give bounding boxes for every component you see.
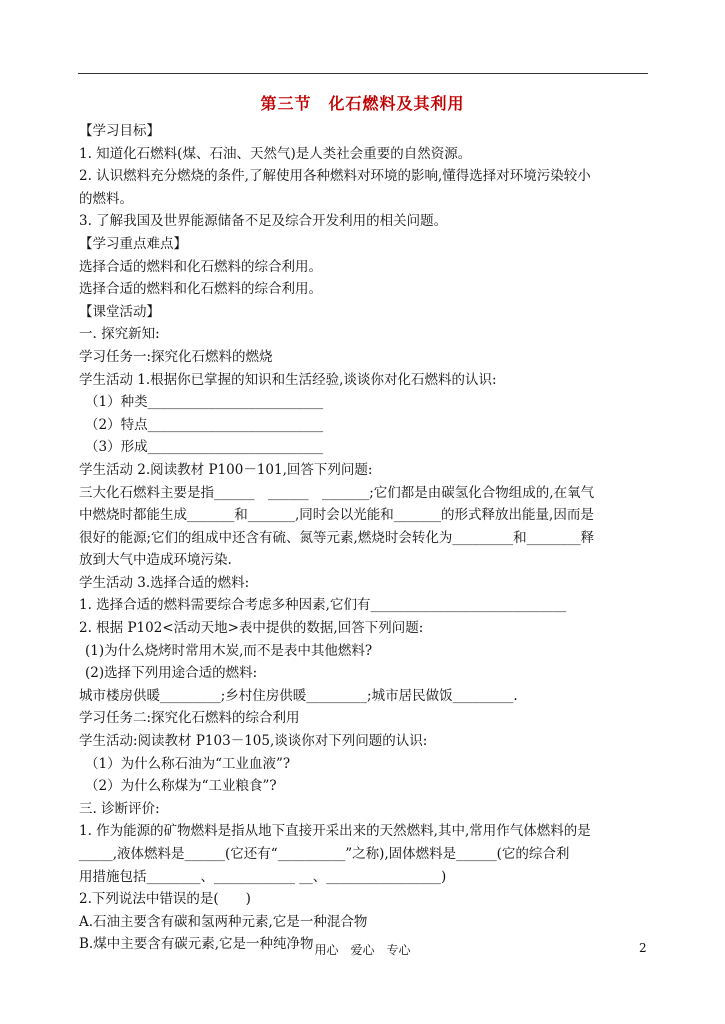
- document-body: [79, 120, 647, 956]
- objective-2: 2. 认识燃料充分燃烧的条件,了解使用各种燃料对环境的影响,懂得选择对环境污染较小: [79, 168, 591, 185]
- section-heading-activities: 【课堂活动】: [79, 303, 160, 320]
- page-footer: 用心 爱心 专心: [314, 943, 411, 957]
- section-heading-objectives: 【学习目标】: [79, 123, 160, 139]
- exercise-2-question: 2.下列说法中错误的是( ): [79, 891, 251, 908]
- activity-2-line-1: 三大化石燃料主要是指______ ______ _______;它们都是由碳氢化合物组成的,在氧气: [79, 484, 595, 501]
- exercise-1-line-2: _____,液体燃料是______(它还有“__________”之称),固体燃料是______(它的综合利: [79, 846, 570, 862]
- activity-3-q1: 1. 选择合适的燃料需要综合考虑多种因素,它们有_____________________________: [79, 597, 567, 614]
- task-2-heading: 学习任务二:探究化石燃料的综合利用: [79, 710, 300, 727]
- activity-3-q2: 2. 根据 P102<活动天地>表中提供的数据,回答下列问题:: [79, 620, 424, 637]
- header-rule: [78, 73, 648, 74]
- activity-2-line-3: 很好的能源;它们的组成中还含有硫、氮等元素,燃烧时会转化为_________和________释: [79, 529, 595, 546]
- exercise-2-option-b: B.煤中主要含有碳元素,它是一种纯净物: [79, 936, 314, 953]
- section-heading-key-points: 【学习重点难点】: [79, 235, 187, 252]
- activity-1: 学生活动 1.根据你已掌握的知识和生活经验,谈谈你对化石燃料的认识:: [79, 371, 497, 388]
- activity-1-item-1: （1）种类__________________________: [85, 394, 324, 411]
- task-2-q2: （2）为什么称煤为“工业粮食”?: [85, 778, 277, 795]
- task-1-heading: 学习任务一:探究化石燃料的燃烧: [79, 348, 273, 365]
- activity-2: 学生活动 2.阅读教材 P100－101,回答下列问题:: [79, 461, 373, 478]
- activity-1-item-2: （2）特点__________________________: [85, 416, 324, 433]
- objective-1: 1. 知道化石燃料(煤、石油、天然气)是人类社会重要的自然资源。: [79, 145, 472, 162]
- page-title: 第三节 化石燃料及其利用: [260, 94, 465, 113]
- objective-2-cont: 的燃料。: [79, 190, 133, 207]
- objective-3: 3. 了解我国及世界能源储备不足及综合开发利用的相关问题。: [79, 213, 448, 230]
- exercise-2-option-a: A.石油主要含有碳和氢两种元素,它是一种混合物: [79, 913, 368, 930]
- activity-2-line-4: 放到大气中造成环境污染.: [79, 552, 232, 569]
- key-point-2: 选择合适的燃料和化石燃料的综合利用。: [79, 281, 322, 298]
- activity-3-fill-line: 城市楼房供暖_________;乡村住房供暖_________;城市居民做饭_________.: [79, 687, 518, 704]
- part-1-heading: 一. 探究新知:: [79, 326, 160, 343]
- task-2-activity: 学生活动:阅读教材 P103－105,谈谈你对下列问题的认识:: [79, 733, 428, 750]
- exercise-1-line-3: 用措施包括________、____________ __、_________________): [79, 868, 447, 885]
- activity-3: 学生活动 3.选择合适的燃料:: [79, 574, 250, 591]
- exercise-1-line-1: 1. 作为能源的矿物燃料是指从地下直接开采出来的天然燃料,其中,常用作气体燃料的是: [79, 823, 591, 840]
- key-point-1: 选择合适的燃料和化石燃料的综合利用。: [79, 258, 322, 275]
- page-number: 2: [639, 941, 647, 955]
- activity-3-q2-sub1: (1)为什么烧烤时常用木炭,而不是表中其他燃料?: [85, 642, 373, 659]
- activity-1-item-3: （3）形成__________________________: [85, 439, 324, 456]
- activity-3-q2-sub2: (2)选择下列用途合适的燃料:: [85, 665, 258, 682]
- activity-2-line-2: 中燃烧时都能生成_______和_______,同时会以光能和_______的形式释放出能量,因而是: [79, 507, 594, 524]
- part-3-heading: 三. 诊断评价:: [79, 800, 160, 817]
- task-2-q1: （1）为什么称石油为“工业血液”?: [85, 755, 291, 772]
